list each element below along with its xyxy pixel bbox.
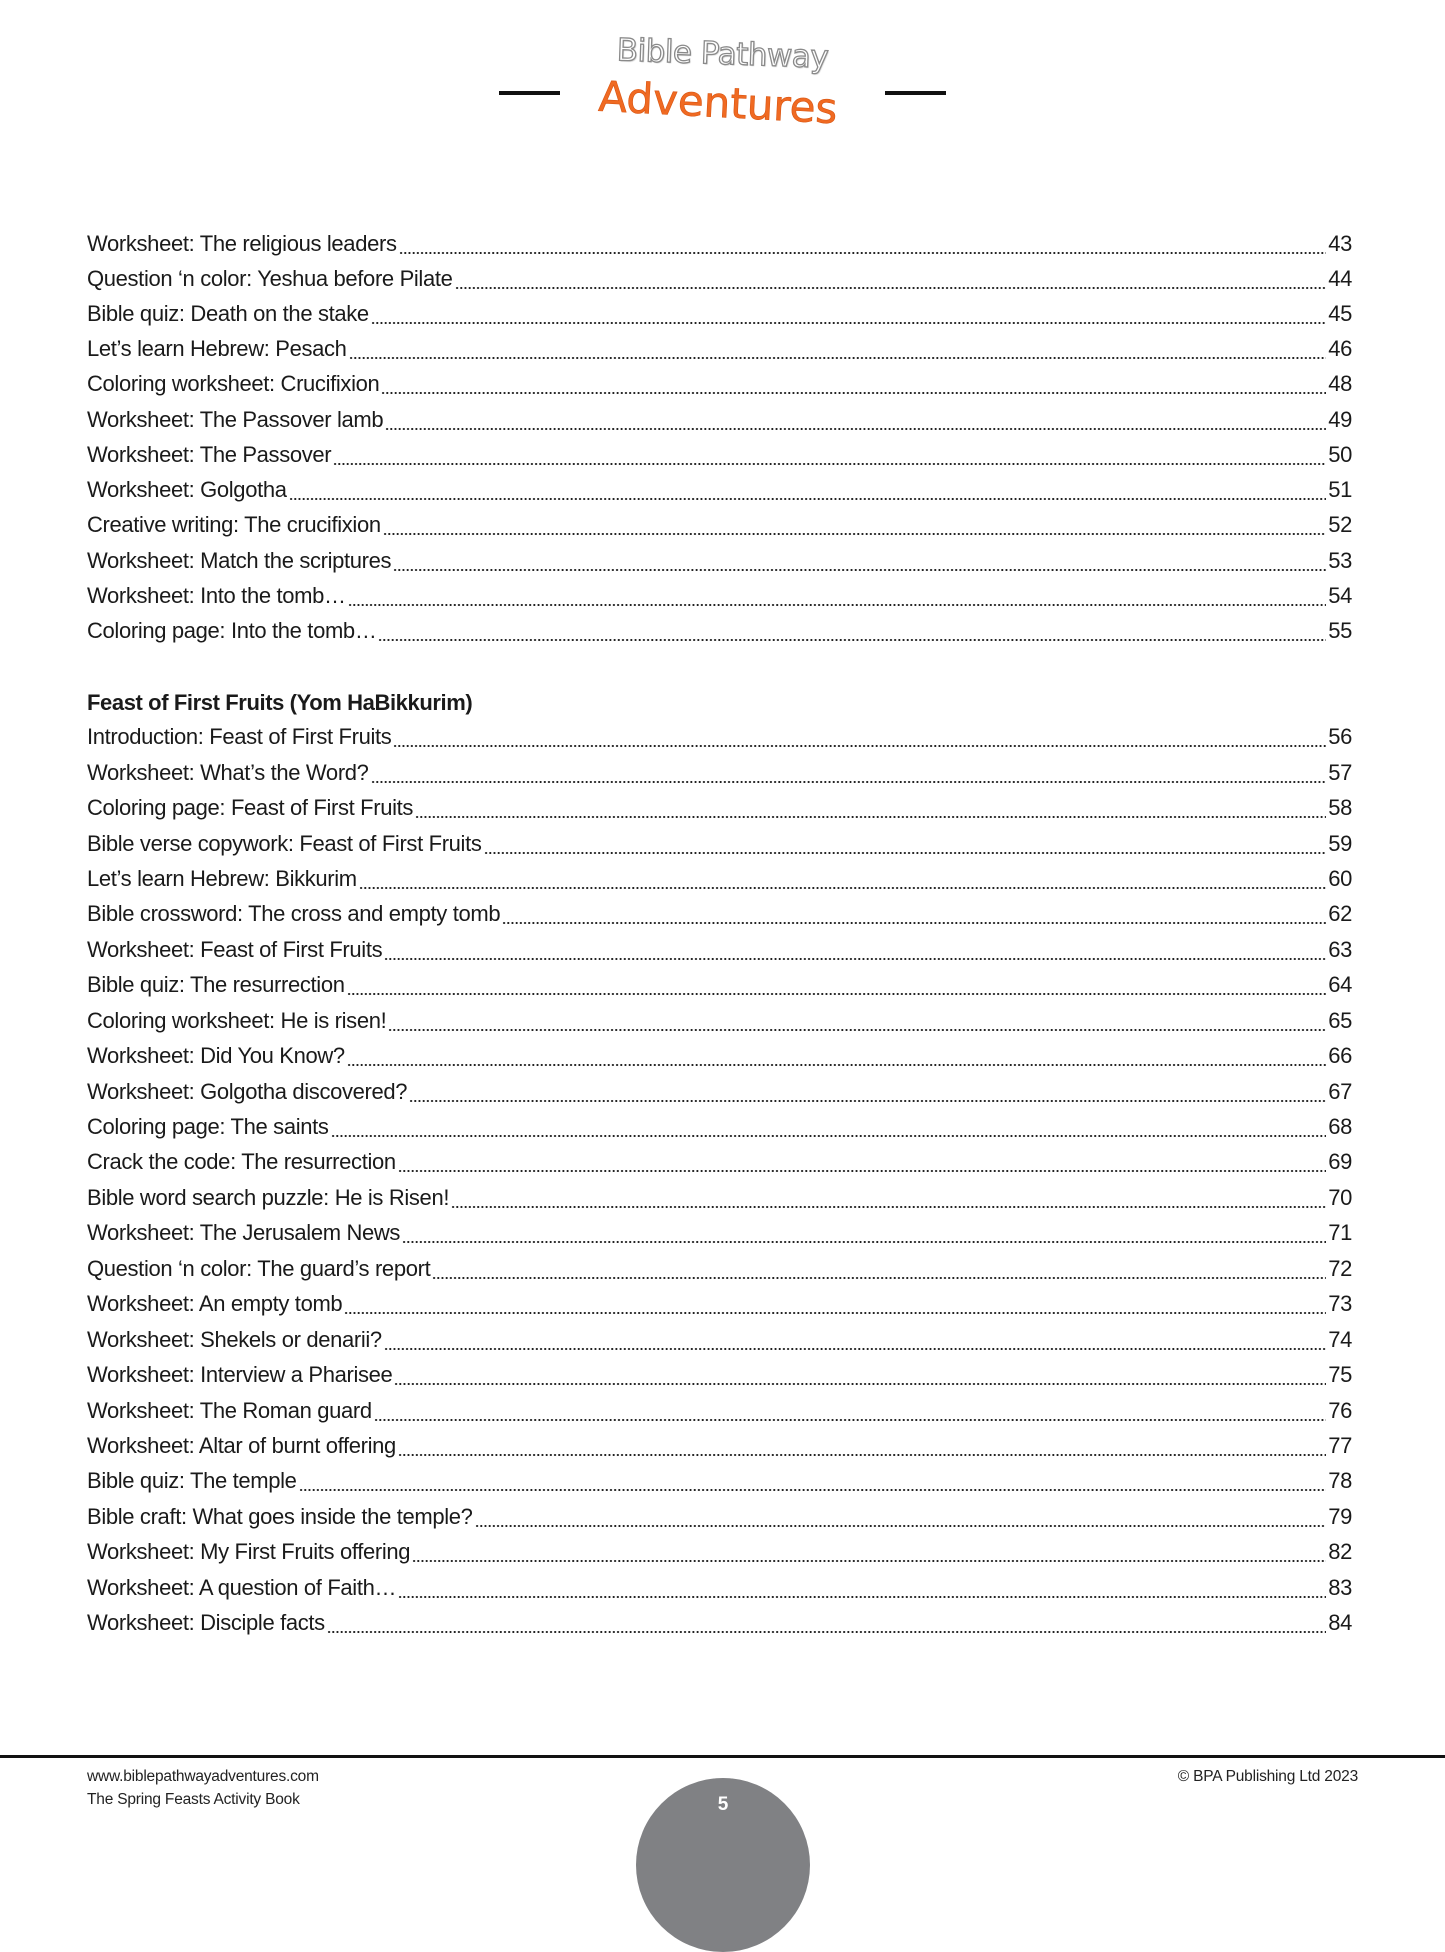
dot-leader bbox=[393, 546, 1326, 576]
toc-entry-title: Worksheet: Shekels or denarii? bbox=[87, 1326, 382, 1352]
toc-entry-title: Coloring worksheet: Crucifixion bbox=[87, 371, 380, 397]
dot-leader bbox=[333, 440, 1326, 470]
toc-entry-title: Worksheet: Into the tomb… bbox=[87, 582, 346, 608]
toc-entry[interactable] bbox=[87, 1041, 1352, 1071]
toc-entry[interactable] bbox=[87, 1466, 1352, 1496]
logo-text-bible-pathway: Bible Pathway bbox=[616, 32, 829, 76]
dot-leader bbox=[327, 1608, 1326, 1638]
toc-entry-title: Worksheet: Disciple facts bbox=[87, 1610, 325, 1636]
toc-entry-title: Bible word search puzzle: He is Risen! bbox=[87, 1184, 450, 1210]
toc-entry-title: Worksheet: What’s the Word? bbox=[87, 759, 369, 785]
dot-leader bbox=[374, 1396, 1326, 1426]
toc-entry-page-number: 59 bbox=[1328, 830, 1352, 856]
toc-entry[interactable] bbox=[87, 1218, 1352, 1248]
toc-entry[interactable] bbox=[87, 829, 1352, 859]
dot-leader bbox=[385, 405, 1326, 435]
toc-entry[interactable] bbox=[87, 1396, 1352, 1426]
toc-entry[interactable] bbox=[87, 1289, 1352, 1319]
toc-entry-title: Bible crossword: The cross and empty tomb bbox=[87, 901, 501, 927]
toc-entry-page-number: 58 bbox=[1328, 795, 1352, 821]
dot-leader bbox=[299, 1466, 1327, 1496]
dot-leader bbox=[394, 1360, 1326, 1390]
toc-entry-page-number: 74 bbox=[1328, 1326, 1352, 1352]
toc-entry-title: Creative writing: The crucifixion bbox=[87, 512, 381, 538]
toc-entry[interactable] bbox=[87, 1147, 1352, 1177]
toc-entry-page-number: 76 bbox=[1328, 1397, 1352, 1423]
toc-entry-title: Worksheet: The Passover lamb bbox=[87, 406, 384, 432]
dot-leader bbox=[384, 935, 1326, 965]
toc-entry-page-number: 43 bbox=[1328, 230, 1352, 256]
toc-entry-title: Worksheet: The Passover bbox=[87, 441, 332, 467]
footer-book-title: The Spring Feasts Activity Book bbox=[87, 1791, 300, 1808]
toc-entry[interactable] bbox=[87, 1608, 1352, 1638]
toc-entry-title: Bible quiz: The resurrection bbox=[87, 972, 345, 998]
toc-entry-title: Coloring page: The saints bbox=[87, 1114, 329, 1140]
dot-leader bbox=[331, 1112, 1327, 1142]
toc-entry-page-number: 70 bbox=[1328, 1184, 1352, 1210]
toc-entry-page-number: 57 bbox=[1328, 759, 1352, 785]
toc-entry-title: Worksheet: A question of Faith… bbox=[87, 1574, 397, 1600]
toc-entry-title: Worksheet: Golgotha discovered? bbox=[87, 1078, 408, 1104]
dot-leader bbox=[393, 722, 1326, 752]
toc-entry-page-number: 44 bbox=[1328, 265, 1352, 291]
dot-leader bbox=[398, 1147, 1326, 1177]
toc-entry-page-number: 72 bbox=[1328, 1255, 1352, 1281]
toc-entry[interactable] bbox=[87, 405, 1352, 435]
dot-leader bbox=[349, 334, 1327, 364]
toc-entry-page-number: 62 bbox=[1328, 901, 1352, 927]
toc-entry[interactable] bbox=[87, 1254, 1352, 1284]
toc-entry[interactable] bbox=[87, 299, 1352, 329]
toc-entry[interactable] bbox=[87, 758, 1352, 788]
toc-entry[interactable] bbox=[87, 1006, 1352, 1036]
toc-entry-page-number: 48 bbox=[1328, 371, 1352, 397]
toc-entry-title: Worksheet: The Jerusalem News bbox=[87, 1220, 401, 1246]
toc-entry[interactable] bbox=[87, 1360, 1352, 1390]
toc-entry[interactable] bbox=[87, 1502, 1352, 1532]
toc-entry[interactable] bbox=[87, 1573, 1352, 1603]
page-number-badge bbox=[636, 1778, 810, 1952]
toc-entry-page-number: 55 bbox=[1328, 618, 1352, 644]
toc-entry-page-number: 78 bbox=[1328, 1468, 1352, 1494]
logo-dash-left bbox=[499, 91, 560, 95]
toc-entry[interactable] bbox=[87, 935, 1352, 965]
dot-leader bbox=[388, 1006, 1326, 1036]
toc-entry[interactable] bbox=[87, 369, 1352, 399]
dot-leader bbox=[432, 1254, 1326, 1284]
dot-leader bbox=[455, 264, 1327, 294]
toc-entry-title: Worksheet: Golgotha bbox=[87, 477, 287, 503]
toc-entry-title: Bible quiz: Death on the stake bbox=[87, 301, 369, 327]
dot-leader bbox=[399, 229, 1327, 259]
logo-dash-right bbox=[885, 91, 946, 95]
dot-leader bbox=[502, 899, 1326, 929]
toc-entry-page-number: 60 bbox=[1328, 865, 1352, 891]
dot-leader bbox=[347, 1041, 1326, 1071]
dot-leader bbox=[371, 299, 1326, 329]
toc-entry-title: Worksheet: Match the scriptures bbox=[87, 547, 392, 573]
toc-entry[interactable] bbox=[87, 475, 1352, 505]
footer-copyright: © BPA Publishing Ltd 2023 bbox=[1177, 1768, 1358, 1785]
dot-leader bbox=[381, 369, 1326, 399]
toc-entry[interactable] bbox=[87, 1183, 1352, 1213]
toc-entry-title: Worksheet: The Roman guard bbox=[87, 1397, 372, 1423]
dot-leader bbox=[289, 475, 1327, 505]
toc-entry[interactable] bbox=[87, 1537, 1352, 1567]
toc-entry-page-number: 45 bbox=[1328, 301, 1352, 327]
toc-entry-page-number: 51 bbox=[1328, 477, 1352, 503]
toc-entry-title: Worksheet: The religious leaders bbox=[87, 230, 397, 256]
dot-leader bbox=[398, 1573, 1326, 1603]
toc-entry-page-number: 46 bbox=[1328, 336, 1352, 362]
toc-entry-title: Bible craft: What goes inside the temple? bbox=[87, 1503, 473, 1529]
dot-leader bbox=[415, 793, 1326, 823]
toc-entry[interactable] bbox=[87, 229, 1352, 259]
toc-entry-title: Bible quiz: The temple bbox=[87, 1468, 297, 1494]
toc-entry-page-number: 73 bbox=[1328, 1291, 1352, 1317]
toc-entry-title: Coloring page: Into the tomb… bbox=[87, 618, 377, 644]
toc-entry-title: Coloring worksheet: He is risen! bbox=[87, 1007, 387, 1033]
dot-leader bbox=[383, 510, 1327, 540]
footer-website-link[interactable]: www.biblepathwayadventures.com bbox=[87, 1768, 319, 1785]
toc-entry-page-number: 63 bbox=[1328, 936, 1352, 962]
dot-leader bbox=[359, 864, 1326, 894]
toc-entry-page-number: 65 bbox=[1328, 1007, 1352, 1033]
toc-entry[interactable] bbox=[87, 264, 1352, 294]
toc-entry[interactable] bbox=[87, 334, 1352, 364]
toc-entry[interactable] bbox=[87, 440, 1352, 470]
logo-text-adventures: Adventures bbox=[597, 71, 839, 134]
dot-leader bbox=[347, 970, 1327, 1000]
toc-entry-page-number: 50 bbox=[1328, 441, 1352, 467]
toc-entry[interactable] bbox=[87, 1077, 1352, 1107]
toc-entry-page-number: 83 bbox=[1328, 1574, 1352, 1600]
section-heading: Feast of First Fruits (Yom HaBikkurim) bbox=[87, 689, 473, 715]
dot-leader bbox=[378, 616, 1326, 646]
dot-leader bbox=[371, 758, 1327, 788]
toc-entry-title: Bible verse copywork: Feast of First Fruits bbox=[87, 830, 482, 856]
dot-leader bbox=[412, 1537, 1326, 1567]
dot-leader bbox=[398, 1431, 1326, 1461]
toc-entry-page-number: 56 bbox=[1328, 724, 1352, 750]
dot-leader bbox=[409, 1077, 1326, 1107]
toc-entry-page-number: 84 bbox=[1328, 1610, 1352, 1636]
toc-entry-title: Worksheet: An empty tomb bbox=[87, 1291, 343, 1317]
header-logo bbox=[0, 0, 1445, 140]
toc-entry-title: Worksheet: Did You Know? bbox=[87, 1043, 345, 1069]
toc-entry-title: Worksheet: My First Fruits offering bbox=[87, 1539, 411, 1565]
toc-entry[interactable] bbox=[87, 581, 1352, 611]
toc-entry-page-number: 79 bbox=[1328, 1503, 1352, 1529]
toc-entry-page-number: 64 bbox=[1328, 972, 1352, 998]
footer-left bbox=[87, 1765, 319, 1811]
dot-leader bbox=[384, 1325, 1326, 1355]
toc-entry-page-number: 53 bbox=[1328, 547, 1352, 573]
toc-entry[interactable] bbox=[87, 1112, 1352, 1142]
toc-entry-title: Question ‘n color: Yeshua before Pilate bbox=[87, 265, 453, 291]
toc-entry-title: Question ‘n color: The guard’s report bbox=[87, 1255, 431, 1281]
toc-entry[interactable] bbox=[87, 616, 1352, 646]
toc-entry[interactable] bbox=[87, 1325, 1352, 1355]
dot-leader bbox=[451, 1183, 1326, 1213]
dot-leader bbox=[475, 1502, 1327, 1532]
dot-leader bbox=[402, 1218, 1326, 1248]
toc-entry-title: Worksheet: Altar of burnt offering bbox=[87, 1433, 396, 1458]
toc-entry-title: Introduction: Feast of First Fruits bbox=[87, 724, 392, 750]
toc-entry-page-number: 75 bbox=[1328, 1362, 1352, 1388]
toc-entry[interactable] bbox=[87, 793, 1352, 823]
toc-entry-title: Let’s learn Hebrew: Pesach bbox=[87, 336, 347, 362]
toc-entry[interactable] bbox=[87, 510, 1352, 540]
toc-entry-page-number: 68 bbox=[1328, 1114, 1352, 1140]
toc-entry-page-number: 66 bbox=[1328, 1043, 1352, 1069]
toc-entry-title: Worksheet: Interview a Pharisee bbox=[87, 1362, 393, 1388]
footer-divider bbox=[0, 1755, 1445, 1758]
toc-entry-page-number: 67 bbox=[1328, 1078, 1352, 1104]
toc-entry-page-number: 77 bbox=[1328, 1433, 1352, 1458]
toc-entry-page-number: 49 bbox=[1328, 406, 1352, 432]
toc-entry-title: Coloring page: Feast of First Fruits bbox=[87, 795, 414, 821]
toc-entry-page-number: 82 bbox=[1328, 1539, 1352, 1565]
toc-entry-title: Worksheet: Feast of First Fruits bbox=[87, 936, 383, 962]
dot-leader bbox=[348, 581, 1327, 611]
dot-leader bbox=[484, 829, 1327, 859]
toc-entry-page-number: 69 bbox=[1328, 1149, 1352, 1175]
toc-entry[interactable] bbox=[87, 864, 1352, 894]
toc-entry-page-number: 52 bbox=[1328, 512, 1352, 538]
toc-entry[interactable] bbox=[87, 970, 1352, 1000]
toc-entry[interactable] bbox=[87, 546, 1352, 576]
toc-entry-page-number: 54 bbox=[1328, 582, 1352, 608]
toc-entry-title: Crack the code: The resurrection bbox=[87, 1149, 396, 1175]
toc-entry[interactable] bbox=[87, 722, 1352, 752]
toc-entry-page-number: 71 bbox=[1328, 1220, 1352, 1246]
toc-entry[interactable] bbox=[87, 1431, 1352, 1461]
toc-entry[interactable] bbox=[87, 899, 1352, 929]
toc-entry-title: Let’s learn Hebrew: Bikkurim bbox=[87, 865, 357, 891]
dot-leader bbox=[344, 1289, 1326, 1319]
page-number: 5 bbox=[717, 1794, 729, 1815]
